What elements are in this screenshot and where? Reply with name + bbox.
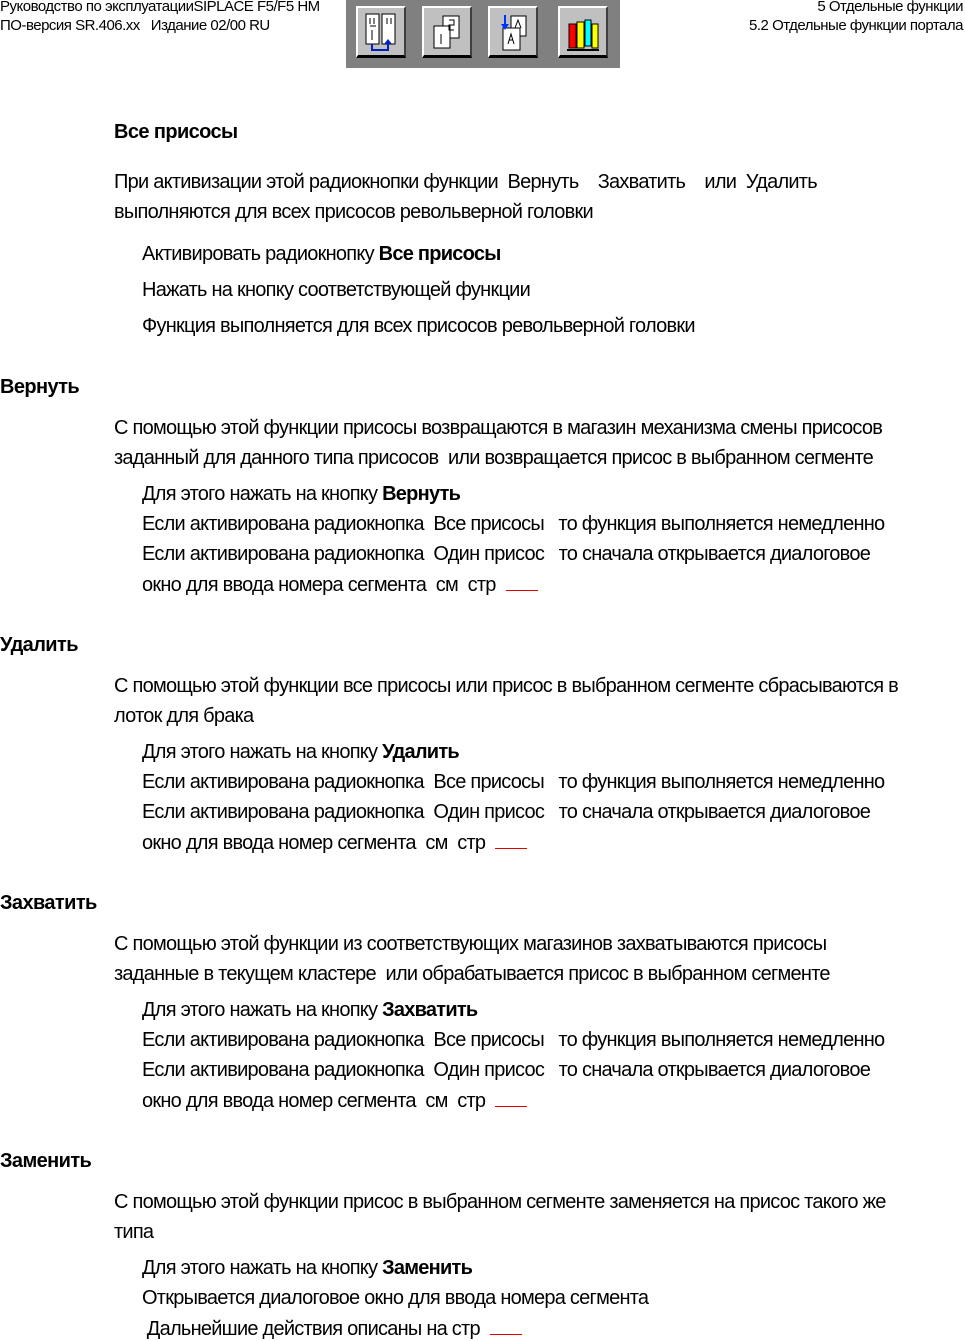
paragraph-line: типа (114, 1221, 154, 1243)
pages-icon (429, 12, 465, 54)
subsection-title: Все присосы (114, 121, 238, 143)
header-manual-title: Руководство по эксплуатацииSIPLACE F5/F5 HM (0, 0, 320, 15)
paragraph-line: При активизации этой радиокнопки функции Вернуть Захватить или Удалить (114, 171, 817, 193)
step-line: Если активирована радиокнопка Один присос то сначала открывается диалоговое (142, 801, 871, 823)
paragraph-line: заданный для данного типа присосов или возвращается присос в выбранном сегменте (114, 447, 874, 469)
step-line: Нажать на кнопку соответствующей функции (142, 279, 531, 301)
step-text: Для этого нажать на кнопку (142, 999, 383, 1021)
step-line (142, 830, 527, 855)
step-text: Для этого нажать на кнопку (142, 1257, 383, 1279)
step-line (142, 1088, 527, 1113)
library-books-icon (565, 12, 601, 54)
book-navigation-icon (363, 12, 399, 54)
step-text: Дальнейшие действия описаны на стр (142, 1318, 480, 1340)
paragraph-line: С помощью этой функции присосы возвращаются в магазин механизма смены присосов (114, 417, 883, 439)
step-line (142, 998, 477, 1022)
pages-button[interactable] (422, 6, 472, 58)
section-title: Захватить (0, 892, 97, 914)
section-title: Вернуть (0, 376, 80, 398)
contents-button[interactable] (356, 6, 406, 58)
library-button[interactable] (558, 6, 608, 58)
section-title: Удалить (0, 634, 78, 656)
step-text: окно для ввода номер сегмента см стр (142, 1090, 486, 1112)
page-reference-link[interactable] (495, 1088, 527, 1107)
header-version: ПО-версия SR.406.xx Издание 02/00 RU (0, 17, 270, 34)
step-line (142, 482, 460, 506)
page-reference-link[interactable] (506, 572, 538, 591)
step-text: Активировать радиокнопку (142, 243, 379, 265)
navigation-toolbar (346, 0, 620, 68)
step-line (142, 572, 538, 597)
step-bold: Захватить (382, 999, 478, 1021)
paragraph-line: С помощью этой функции все присосы или присос в выбранном сегменте сбрасываются в (114, 675, 898, 697)
step-bold: Удалить (382, 741, 459, 763)
step-line (142, 242, 501, 266)
step-line: Если активирована радиокнопка Все присосы то функция выполняется немедленно (142, 1029, 885, 1051)
step-line: Если активирована радиокнопка Все присосы то функция выполняется немедленно (142, 771, 885, 793)
header-section: 5.2 Отдельные функции портала (749, 17, 963, 34)
step-line: Открывается диалоговое окно для ввода номера сегмента (142, 1287, 649, 1309)
replace-button[interactable] (488, 6, 538, 58)
step-bold: Вернуть (382, 483, 461, 505)
paragraph-line: С помощью этой функции присос в выбранном сегменте заменяется на присос такого же (114, 1191, 886, 1213)
step-line: Функция выполняется для всех присосов револьверной головки (142, 315, 695, 337)
paragraph-line: С помощью этой функции из соответствующих магазинов захватываются присосы (114, 933, 827, 955)
page-reference-link[interactable] (495, 830, 527, 849)
section-title: Заменить (0, 1150, 92, 1172)
step-line: Если активирована радиокнопка Один присос то сначала открывается диалоговое (142, 543, 871, 565)
step-line (142, 1316, 522, 1341)
step-line: Если активирована радиокнопка Все присосы то функция выполняется немедленно (142, 513, 885, 535)
step-bold: Все присосы (378, 243, 501, 265)
step-bold: Заменить (382, 1257, 473, 1279)
page-reference-link[interactable] (490, 1316, 522, 1335)
step-line: Если активирована радиокнопка Один присос то сначала открывается диалоговое (142, 1059, 871, 1081)
paragraph-line: заданные в текущем кластере или обрабатывается присос в выбранном сегменте (114, 963, 830, 985)
step-text: окно для ввода номера сегмента см стр (142, 574, 496, 596)
paragraph-line: выполняются для всех присосов револьверной головки (114, 201, 593, 223)
step-text: Для этого нажать на кнопку (142, 483, 383, 505)
step-text: окно для ввода номер сегмента см стр (142, 832, 486, 854)
replace-document-icon (495, 12, 531, 54)
step-text: Для этого нажать на кнопку (142, 741, 383, 763)
header-chapter: 5 Отдельные функции (817, 0, 963, 15)
paragraph-line: лоток для брака (114, 705, 254, 727)
step-line (142, 740, 459, 764)
step-line (142, 1256, 472, 1280)
